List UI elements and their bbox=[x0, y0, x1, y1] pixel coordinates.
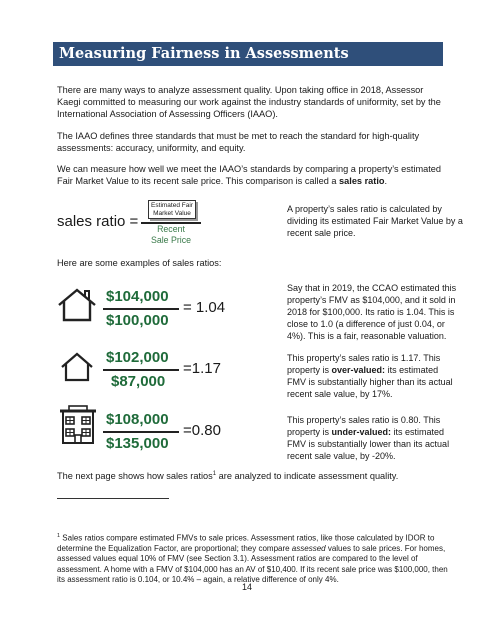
example-2-ratio: =1.17 bbox=[183, 360, 221, 377]
example-1-sale-price: $100,000 bbox=[106, 312, 169, 329]
example-2-fmv: $102,000 bbox=[106, 349, 169, 366]
denominator bbox=[141, 224, 201, 246]
footnote-emphasis: assessed bbox=[291, 544, 326, 554]
footnote-text-start: Sales ratios compare estimated FMVs to sale prices. Assessment ratios, like those calculated by IDOR to determine the Equalization Factor, are proportional; they compare bbox=[57, 533, 435, 554]
example-3-fraction-bar bbox=[103, 431, 179, 433]
example-2-text bbox=[287, 352, 459, 400]
under-valued-term: under-valued: bbox=[331, 427, 392, 437]
example-3-sale-price: $135,000 bbox=[106, 435, 169, 452]
example-2-text-end: its estimated FMV is substantially higher than its actual recent sale value, by 17%. bbox=[287, 365, 453, 399]
footnote-divider bbox=[57, 498, 169, 499]
next-page-text-end: are analyzed to indicate assessment quality. bbox=[216, 471, 399, 482]
next-page-paragraph bbox=[57, 468, 447, 482]
footnote-text-end: values to sale prices. For homes, assessed values equal 10% of FMV (see Section 3.1). Assessment ratios are compared to the level of assessment. A home with a FMV of $104,000 has an AV of $10,400. If its recent sale price was $100,000, then its assessment ratio is 0.104, or 10.4% – again, a relative difference of only 4%. bbox=[57, 544, 448, 585]
measure-paragraph bbox=[57, 163, 447, 187]
example-1-ratio: = 1.04 bbox=[183, 299, 226, 316]
apartment-building-icon bbox=[57, 405, 99, 445]
example-3-ratio: =0.80 bbox=[183, 422, 221, 439]
measure-text: We can measure how well we meet the IAAO’s standards by comparing a property’s estimated Fair Market Value to its recent sale price. This comparison is called a bbox=[57, 164, 442, 186]
small-house-icon bbox=[60, 352, 94, 382]
house-outline-icon bbox=[57, 288, 97, 322]
section-heading: Measuring Fairness in Assessments bbox=[53, 42, 443, 66]
standards-paragraph: The IAAO defines three standards that must be met to reach the standard for high-quality assessments: accuracy, uniformity, and equity. bbox=[57, 131, 420, 153]
examples-intro: Here are some examples of sales ratios: bbox=[57, 258, 222, 268]
example-2-sale-price: $87,000 bbox=[111, 373, 166, 390]
example-3-text-end: its estimated FMV is substantially lower than its actual recent sale value, by -20%. bbox=[287, 427, 450, 461]
example-3-text bbox=[287, 414, 459, 462]
sales-ratio-term: sales ratio bbox=[339, 176, 385, 186]
numerator-line-1: Estimated Fair bbox=[151, 202, 193, 209]
measure-end: . bbox=[384, 176, 388, 186]
example-1-fmv: $104,000 bbox=[106, 288, 169, 305]
example-2-text-start: This property’s sales ratio is 1.17. This property is bbox=[287, 353, 441, 375]
intro-paragraph: There are many ways to analyze assessment quality. Upon taking office in 2018, Assessor Kaegi committed to measuring our work against the industry standards of uniformity, set by the International Association of Assessing Officers (IAAO). bbox=[57, 85, 441, 119]
footnote bbox=[57, 531, 449, 586]
footnote-reference: 1 bbox=[212, 471, 217, 477]
formula-label: sales ratio = bbox=[57, 213, 139, 230]
over-valued-term: over-valued: bbox=[331, 365, 386, 375]
next-page-text: The next page shows how sales ratios bbox=[57, 471, 213, 482]
formula-explanation: A property’s sales ratio is calculated by dividing its estimated Fair Market Value by a recent sale price. bbox=[287, 204, 463, 238]
example-1-fraction-bar bbox=[103, 308, 179, 310]
denominator-line-2: Sale Price bbox=[150, 235, 192, 245]
numerator-line-2: Market Value bbox=[153, 210, 191, 217]
example-3-fmv: $108,000 bbox=[106, 411, 169, 428]
example-3-text-start: This property’s sales ratio is 0.80. This property is bbox=[287, 415, 441, 437]
footnote-marker: 1 bbox=[57, 533, 61, 539]
denominator-line-1: Recent bbox=[157, 224, 185, 234]
example-2-fraction-bar bbox=[103, 369, 179, 371]
page-number: 14 bbox=[241, 582, 252, 592]
example-1-text: Say that in 2019, the CCAO estimated this property’s FMV as $104,000, and it sold in 2018 for $100,000. Its ratio is 1.04. This is close to 1.0 (a difference of just 0.04, or 4%). This is a fair, reasonable valuation. bbox=[287, 283, 457, 341]
numerator-box bbox=[148, 200, 196, 219]
